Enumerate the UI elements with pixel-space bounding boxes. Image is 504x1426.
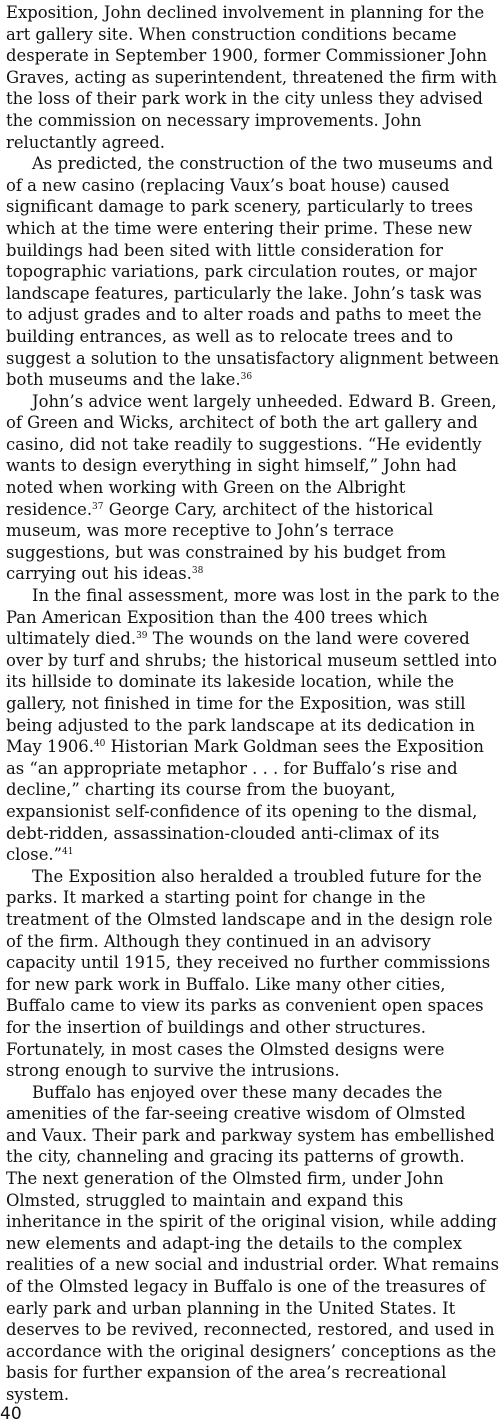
text-run: In the final assessment, more was lost in the park to the Pan American Exposition than the 400 trees which ultimately died. bbox=[6, 586, 500, 649]
text-run: George Cary, architect of the historical museum, was more receptive to John’s terrace suggestions, but was constrained by his budget from carrying out his ideas. bbox=[6, 499, 447, 584]
paragraph bbox=[6, 1082, 500, 1406]
text-run: The Exposition also heralded a troubled future for the parks. It marked a starting point for change in the treatment of the Olmsted landscape and in the design role of the firm. Although they continued in an advisory capacity until 1915, they received no further commissions for new park work in Buffalo. Like many other cities, Buffalo came to view its parks as convenient open spaces for the insertion of buildings and other structures. Fortunately, in most cases the Olmsted designs were strong enough to survive the intrusions. bbox=[6, 866, 493, 1081]
footnote-marker: 41 bbox=[62, 847, 74, 858]
text-run: The wounds on the land were covered over by turf and shrubs; the historical museum settled into its hillside to dominate its lakeside location, while the gallery, not finished in time for the Exposition, was still being adjusted to the park landscape at its dedication in May 1906. bbox=[6, 629, 498, 757]
footnote-marker: 38 bbox=[191, 566, 204, 577]
text-run: Buffalo has enjoyed over these many decades the amenities of the far-seeing creative wisdom of Olmsted and Vaux. Their park and parkway system has embellished the city, channeling and gracing its patterns of growth. The next generation of the Olmsted firm, under John Olmsted, struggled to maintain and expand this inheritance in the spirit of the original vision, while adding new elements and adapt-ing the details to the complex realities of a new social and industrial order. What remains of the Olmsted legacy in Buffalo is one of the treasures of early park and urban planning in the United States. It deserves to be revived, reconnected, restored, and used in accordance with the original designers’ conceptions as the basis for further expansion of the area’s recreational system. bbox=[6, 1082, 500, 1404]
paragraph bbox=[6, 391, 500, 585]
text-run: Historian Mark Goldman sees the Exposition as “an appropriate metaphor . . . for Buffalo’s rise and decline,” charting its course from the buoyant, expansionist self-confidence of its opening to the dismal, debt-ridden, assassination-clouded anti-climax of its close.” bbox=[6, 737, 484, 865]
text-run: As predicted, the construction of the two museums and of a new casino (replacing Vaux’s boat house) caused significant damage to park scenery, particularly to trees which at the time were entering their prime. These new buildings had been sited with little consideration for topographic variations, park circulation routes, or major landscape features, particularly the lake. John’s task was to adjust grades and to alter roads and paths to meet the building entrances, as well as to relocate trees and to suggest a solution to the unsatisfactory alignment between both museums and the lake. bbox=[6, 154, 500, 390]
text-run: John’s advice went largely unheeded. Edward B. Green, of Green and Wicks, architect of both the art gallery and casino, did not take readily to suggestions. “He evidently wants to design everything in sight himself,” John had noted when working with Green on the Albright residence. bbox=[6, 391, 497, 519]
footnote-marker: 37 bbox=[92, 501, 104, 512]
paragraph bbox=[6, 866, 500, 1082]
page-number: 40 bbox=[0, 1404, 22, 1424]
text-run: Exposition, John declined involvement in planning for the art gallery site. When construction conditions became desperate in September 1900, former Commissioner John Graves, acting as superintendent, threatened the firm with the loss of their park work in the city unless they advised the commission on necessary improvements. John reluctantly agreed. bbox=[6, 3, 497, 152]
document-page bbox=[6, 2, 500, 1406]
footnote-marker: 39 bbox=[136, 631, 148, 642]
footnote-marker: 40 bbox=[93, 739, 106, 750]
body-text bbox=[6, 2, 500, 1406]
footnote-marker: 36 bbox=[240, 372, 253, 383]
paragraph bbox=[6, 2, 500, 153]
paragraph bbox=[6, 153, 500, 391]
paragraph bbox=[6, 585, 500, 866]
